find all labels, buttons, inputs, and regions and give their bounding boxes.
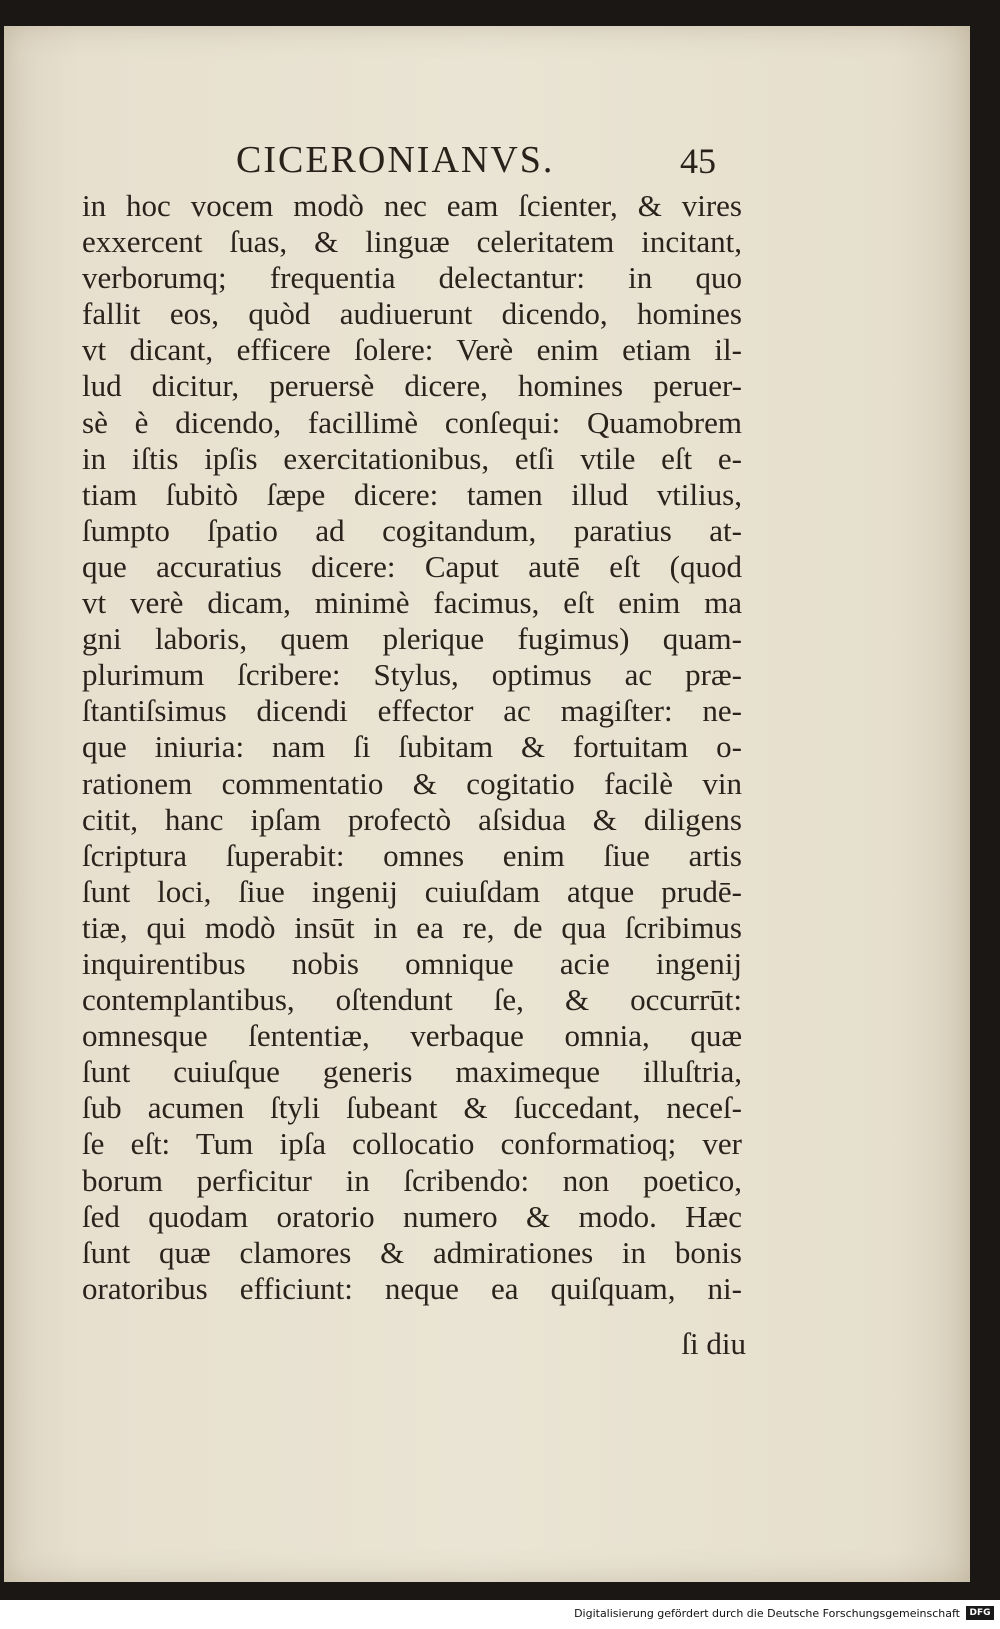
text-line: ſunt cuiuſque generis maximeque illuſtria,	[82, 1054, 742, 1090]
text-line: inquirentibus nobis omnique acie ingenij	[82, 945, 742, 981]
text-line: oratoribus efficiunt: neque ea quiſquam, ni-	[82, 1270, 742, 1306]
dfg-logo: DFG	[966, 1606, 994, 1620]
funding-credit: Digitalisierung gefördert durch die Deutsche Forschungsgemeinschaft	[574, 1607, 960, 1620]
text-line: in hoc vocem modò nec eam ſcienter, & vires	[82, 188, 742, 223]
running-title: CICERONIANVS.	[236, 139, 555, 181]
text-line: vt verè dicam, minimè facimus, eſt enim ma	[82, 585, 742, 621]
text-line: contemplantibus, oſtendunt ſe, & occurrūt:	[82, 982, 742, 1018]
text-line: lud dicitur, peruersè dicere, homines peruer-	[82, 368, 742, 404]
text-line: tiam ſubitò ſæpe dicere: tamen illud vtilius,	[82, 476, 742, 512]
text-line: que iniuria: nam ſi ſubitam & fortuitam o-	[82, 729, 742, 765]
body-text	[82, 188, 742, 1307]
text-line: ſtantiſsimus dicendi effector ac magiſter: ne-	[82, 693, 742, 729]
text-line: verborumq; frequentia delectantur: in quo	[82, 260, 742, 296]
text-line: fallit eos, quòd audiuerunt dicendo, homines	[82, 296, 742, 332]
text-line: ſunt loci, ſiue ingenij cuiuſdam atque prudē-	[82, 873, 742, 909]
catchword: ſi diu	[681, 1326, 746, 1361]
footer-strip	[0, 1600, 1000, 1629]
text-line: rationem commentatio & cogitatio facilè vin	[82, 765, 742, 801]
text-line: exxercent ſuas, & linguæ celeritatem incitant,	[82, 224, 742, 260]
text-line: plurimum ſcribere: Stylus, optimus ac præ-	[82, 657, 742, 693]
text-line: ſumpto ſpatio ad cogitandum, paratius at-	[82, 512, 742, 548]
text-line: ſcriptura ſuperabit: omnes enim ſiue artis	[82, 837, 742, 873]
page-header	[4, 138, 970, 188]
text-line: vt dicant, efficere ſolere: Verè enim etiam il-	[82, 332, 742, 368]
page-number: 45	[680, 141, 716, 181]
text-line: ſunt quæ clamores & admirationes in bonis	[82, 1234, 742, 1270]
text-line: omnesque ſententiæ, verbaque omnia, quæ	[82, 1018, 742, 1054]
text-line: ſed quodam oratorio numero & modo. Hæc	[82, 1198, 742, 1234]
text-line: ſub acumen ſtyli ſubeant & ſuccedant, neceſ-	[82, 1090, 742, 1126]
text-line: borum perficitur in ſcribendo: non poetico,	[82, 1162, 742, 1198]
text-line: ſe eſt: Tum ipſa collocatio conformatioq; ver	[82, 1126, 742, 1162]
book-page	[4, 26, 970, 1582]
text-line: citit, hanc ipſam profectò aſsidua & diligens	[82, 801, 742, 837]
text-line: gni laboris, quem plerique fugimus) quam-	[82, 621, 742, 657]
text-line: que accuratius dicere: Caput autē eſt (quod	[82, 548, 742, 584]
text-line: in iſtis ipſis exercitationibus, etſi vtile eſt e-	[82, 440, 742, 476]
text-line: tiæ, qui modò insūt in ea re, de qua ſcribimus	[82, 909, 742, 945]
text-line: sè è dicendo, facillimè conſequi: Quamobrem	[82, 404, 742, 440]
